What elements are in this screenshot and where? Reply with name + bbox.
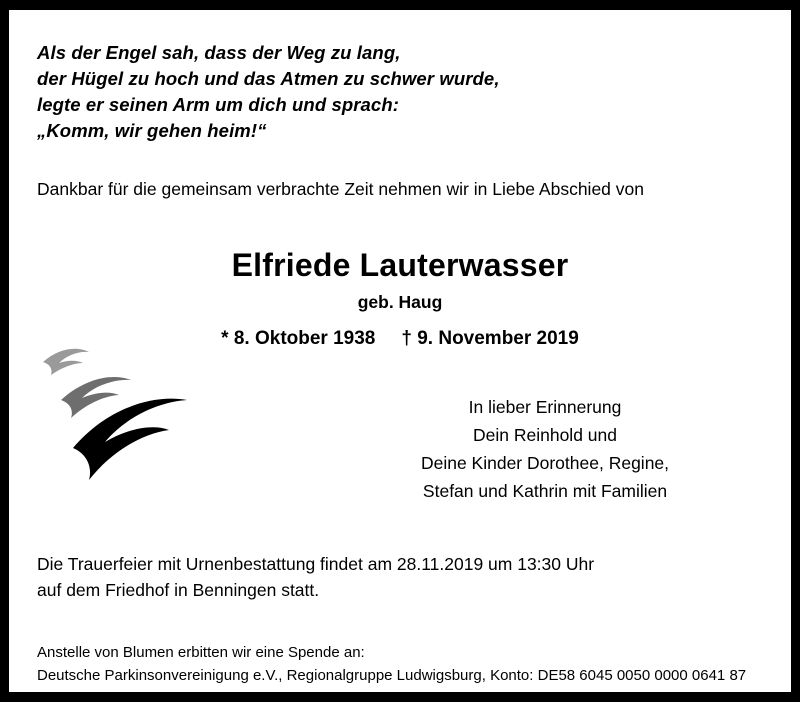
funeral-line-2: auf dem Friedhof in Benningen statt. — [37, 580, 320, 600]
poem-line-1: Als der Engel sah, dass der Weg zu lang, — [37, 42, 401, 63]
mourners-line-3: Deine Kinder Dorothee, Regine, — [420, 453, 670, 473]
poem-line-2: der Hügel zu hoch und das Atmen zu schwer wurde, — [37, 68, 500, 89]
donation-line-1: Anstelle von Blumen erbitten wir eine Spende an: — [37, 644, 365, 661]
deceased-name: Elfriede Lauterwasser — [231, 247, 569, 283]
donation-line-2: Deutsche Parkinsonvereinigung e.V., Regionalgruppe Ludwigsburg, Konto: DE58 6045 0050 0000 0641 87 — [37, 667, 747, 684]
mourners-line-2: Dein Reinhold und — [473, 425, 617, 445]
mourners-line-4: Stefan und Kathrin mit Familien — [422, 481, 668, 501]
mourners-line-1: In lieber Erinnerung — [468, 397, 622, 417]
donation-details — [37, 641, 763, 687]
intro-text: Dankbar für die gemeinsam verbrachte Zeit nehmen wir in Liebe Abschied von — [37, 179, 644, 199]
poem — [37, 40, 763, 144]
maiden-name: geb. Haug — [357, 292, 443, 312]
death-date: † 9. November 2019 — [401, 328, 579, 349]
obituary-content — [9, 10, 791, 692]
birth-date: * 8. Oktober 1938 — [221, 328, 376, 349]
flying-birds-icon — [37, 320, 247, 485]
poem-line-3: legte er seinen Arm um dich und sprach: — [37, 94, 399, 115]
funeral-line-1: Die Trauerfeier mit Urnenbestattung findet am 28.11.2019 um 13:30 Uhr — [37, 554, 595, 574]
poem-line-4: „Komm, wir gehen heim!“ — [37, 120, 267, 141]
funeral-details — [37, 551, 763, 603]
